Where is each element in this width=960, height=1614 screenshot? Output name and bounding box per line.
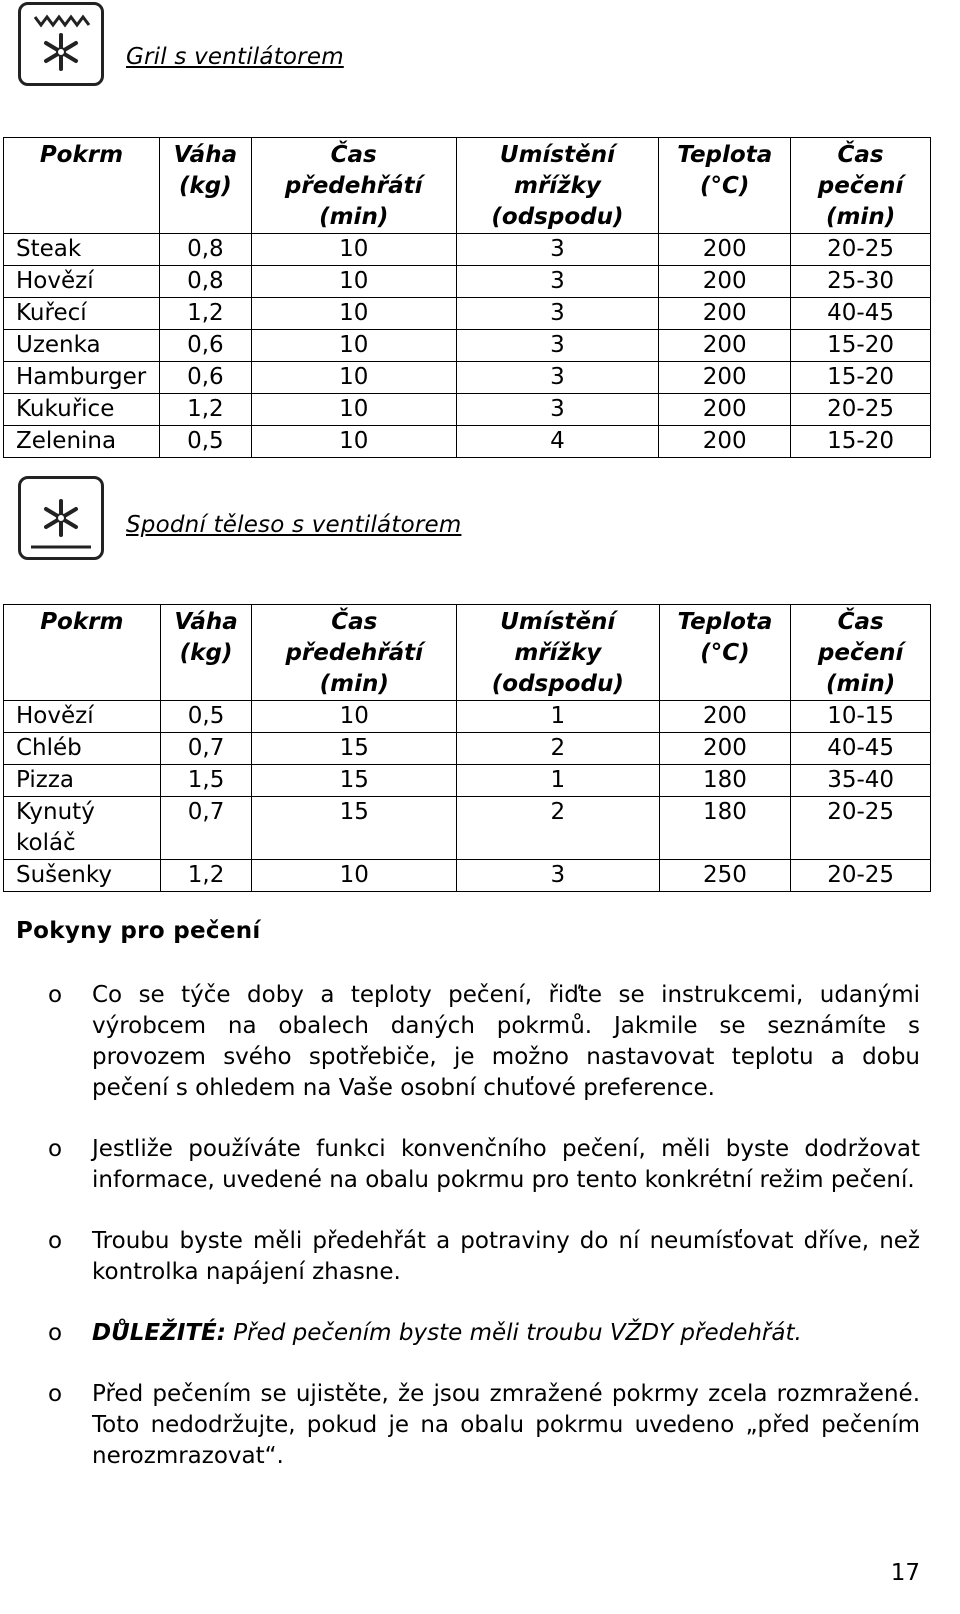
important-label: DŮLEŽITÉ: <box>92 1320 226 1346</box>
list-item <box>48 1226 920 1288</box>
section-title-grill-fan: Gril s ventilátorem <box>126 44 344 70</box>
important-text: Před pečením byste měli troubu VŽDY předehřát. <box>225 1320 802 1346</box>
list-item <box>48 1318 920 1349</box>
cell-temp: 200 <box>659 362 791 394</box>
page-number: 17 <box>890 1560 920 1586</box>
cell-temp: 200 <box>659 330 791 362</box>
section-title-bottom-fan: Spodní těleso s ventilátorem <box>126 512 462 538</box>
bottom-fan-table <box>3 604 931 892</box>
cell-rack: 3 <box>456 394 659 426</box>
bullet-marker: o <box>48 1228 63 1254</box>
cell-preheat: 10 <box>251 330 456 362</box>
cell-food: Hovězí <box>4 701 161 733</box>
cell-rack: 3 <box>456 330 659 362</box>
instruction-text: Co se týče doby a teploty pečení, řiďte se instrukcemi, udanými výrobcem na obalech daných pokrmů. Jakmile se seznámíte s provozem svého spotřebiče, je možno nastavovat teplotu a dobu pečení s ohledem na Vaše osobní chuťové preference. <box>92 982 920 1101</box>
cell-food: Chléb <box>4 733 161 765</box>
header-food: Pokrm <box>4 605 161 701</box>
cell-time: 20-25 <box>791 860 931 892</box>
cell-weight: 0,6 <box>159 330 251 362</box>
cell-rack: 2 <box>457 733 660 765</box>
cell-weight: 0,8 <box>159 234 251 266</box>
table-row <box>4 733 931 765</box>
cell-rack: 3 <box>456 298 659 330</box>
cell-weight: 0,6 <box>159 362 251 394</box>
cell-temp: 200 <box>659 394 791 426</box>
header-baking-time: Čas pečení (min) <box>791 138 931 234</box>
cell-food: Zelenina <box>4 426 160 458</box>
cell-food: Pizza <box>4 765 161 797</box>
header-rack-position: Umístění mřížky (odspodu) <box>457 605 660 701</box>
table-row <box>4 394 931 426</box>
cell-time: 15-20 <box>791 362 931 394</box>
cell-temp: 200 <box>659 701 791 733</box>
instructions-list <box>48 980 920 1502</box>
header-food: Pokrm <box>4 138 160 234</box>
cell-rack: 1 <box>457 701 660 733</box>
grill-fan-table <box>3 137 931 458</box>
header-rack-position: Umístění mřížky (odspodu) <box>456 138 659 234</box>
table-row <box>4 797 931 860</box>
cell-preheat: 15 <box>252 733 457 765</box>
instruction-text: Troubu byste měli předehřát a potraviny do ní neumísťovat dříve, než kontrolka napájení zhasne. <box>92 1228 920 1285</box>
instruction-text: Jestliže používáte funkci konvenčního pečení, měli byste dodržovat informace, uvedené na obalu pokrmu pro tento konkrétní režim pečení. <box>92 1136 920 1193</box>
table-row <box>4 362 931 394</box>
table-row <box>4 330 931 362</box>
cell-time: 20-25 <box>791 394 931 426</box>
bullet-marker: o <box>48 1320 63 1346</box>
cell-preheat: 10 <box>251 362 456 394</box>
cell-time: 25-30 <box>791 266 931 298</box>
cell-time: 20-25 <box>791 234 931 266</box>
cell-weight: 0,5 <box>159 426 251 458</box>
cell-food: Hovězí <box>4 266 160 298</box>
cell-food: Kuřecí <box>4 298 160 330</box>
header-preheat-time: Čas předehřátí (min) <box>251 138 456 234</box>
cell-temp: 250 <box>659 860 791 892</box>
cell-time: 35-40 <box>791 765 931 797</box>
table-row <box>4 701 931 733</box>
table-row <box>4 298 931 330</box>
header-baking-time: Čas pečení (min) <box>791 605 931 701</box>
bullet-marker: o <box>48 1136 63 1162</box>
cell-preheat: 10 <box>251 394 456 426</box>
header-weight: Váha (kg) <box>160 605 252 701</box>
cell-food: Kynutý koláč <box>4 797 161 860</box>
cell-food: Sušenky <box>4 860 161 892</box>
cell-time: 15-20 <box>791 426 931 458</box>
table-header-row <box>4 605 931 701</box>
cell-rack: 3 <box>456 234 659 266</box>
cell-rack: 3 <box>456 362 659 394</box>
instructions-heading: Pokyny pro pečení <box>16 918 261 944</box>
cell-temp: 200 <box>659 234 791 266</box>
bullet-marker: o <box>48 982 63 1008</box>
cell-weight: 0,7 <box>160 797 252 860</box>
table-row <box>4 426 931 458</box>
cell-weight: 1,2 <box>159 394 251 426</box>
cell-food: Hamburger <box>4 362 160 394</box>
list-item <box>48 980 920 1104</box>
cell-preheat: 10 <box>251 266 456 298</box>
cell-temp: 200 <box>659 266 791 298</box>
cell-temp: 200 <box>659 426 791 458</box>
cell-weight: 0,7 <box>160 733 252 765</box>
cell-food: Kukuřice <box>4 394 160 426</box>
cell-food: Steak <box>4 234 160 266</box>
cell-preheat: 10 <box>251 298 456 330</box>
cell-time: 15-20 <box>791 330 931 362</box>
cell-weight: 1,2 <box>160 860 252 892</box>
cell-temp: 180 <box>659 765 791 797</box>
cell-time: 10-15 <box>791 701 931 733</box>
cell-temp: 200 <box>659 733 791 765</box>
table-row <box>4 860 931 892</box>
instruction-text: Před pečením se ujistěte, že jsou zmražené pokrmy zcela rozmražené. Toto nedodržujte, pokud je na obalu pokrmu uvedeno „před pečením nerozmrazovat“. <box>92 1381 920 1469</box>
cell-preheat: 15 <box>252 797 457 860</box>
cell-weight: 0,5 <box>160 701 252 733</box>
cell-food: Uzenka <box>4 330 160 362</box>
table-row <box>4 765 931 797</box>
header-weight: Váha (kg) <box>159 138 251 234</box>
table-row <box>4 266 931 298</box>
cell-preheat: 10 <box>251 426 456 458</box>
fan-bottom-heater-icon <box>18 476 104 560</box>
fan-grill-icon <box>18 2 104 86</box>
cell-preheat: 10 <box>252 860 457 892</box>
cell-temp: 180 <box>659 797 791 860</box>
cell-time: 20-25 <box>791 797 931 860</box>
cell-preheat: 10 <box>252 701 457 733</box>
list-item <box>48 1379 920 1472</box>
header-preheat-time: Čas předehřátí (min) <box>252 605 457 701</box>
cell-preheat: 15 <box>252 765 457 797</box>
list-item <box>48 1134 920 1196</box>
cell-rack: 3 <box>457 860 660 892</box>
cell-rack: 4 <box>456 426 659 458</box>
bullet-marker: o <box>48 1381 63 1407</box>
cell-time: 40-45 <box>791 298 931 330</box>
cell-temp: 200 <box>659 298 791 330</box>
header-temperature: Teplota (°C) <box>659 605 791 701</box>
table-header-row <box>4 138 931 234</box>
cell-rack: 1 <box>457 765 660 797</box>
table-row <box>4 234 931 266</box>
cell-weight: 1,2 <box>159 298 251 330</box>
cell-weight: 1,5 <box>160 765 252 797</box>
cell-rack: 3 <box>456 266 659 298</box>
cell-time: 40-45 <box>791 733 931 765</box>
cell-rack: 2 <box>457 797 660 860</box>
cell-weight: 0,8 <box>159 266 251 298</box>
header-temperature: Teplota (°C) <box>659 138 791 234</box>
cell-preheat: 10 <box>251 234 456 266</box>
